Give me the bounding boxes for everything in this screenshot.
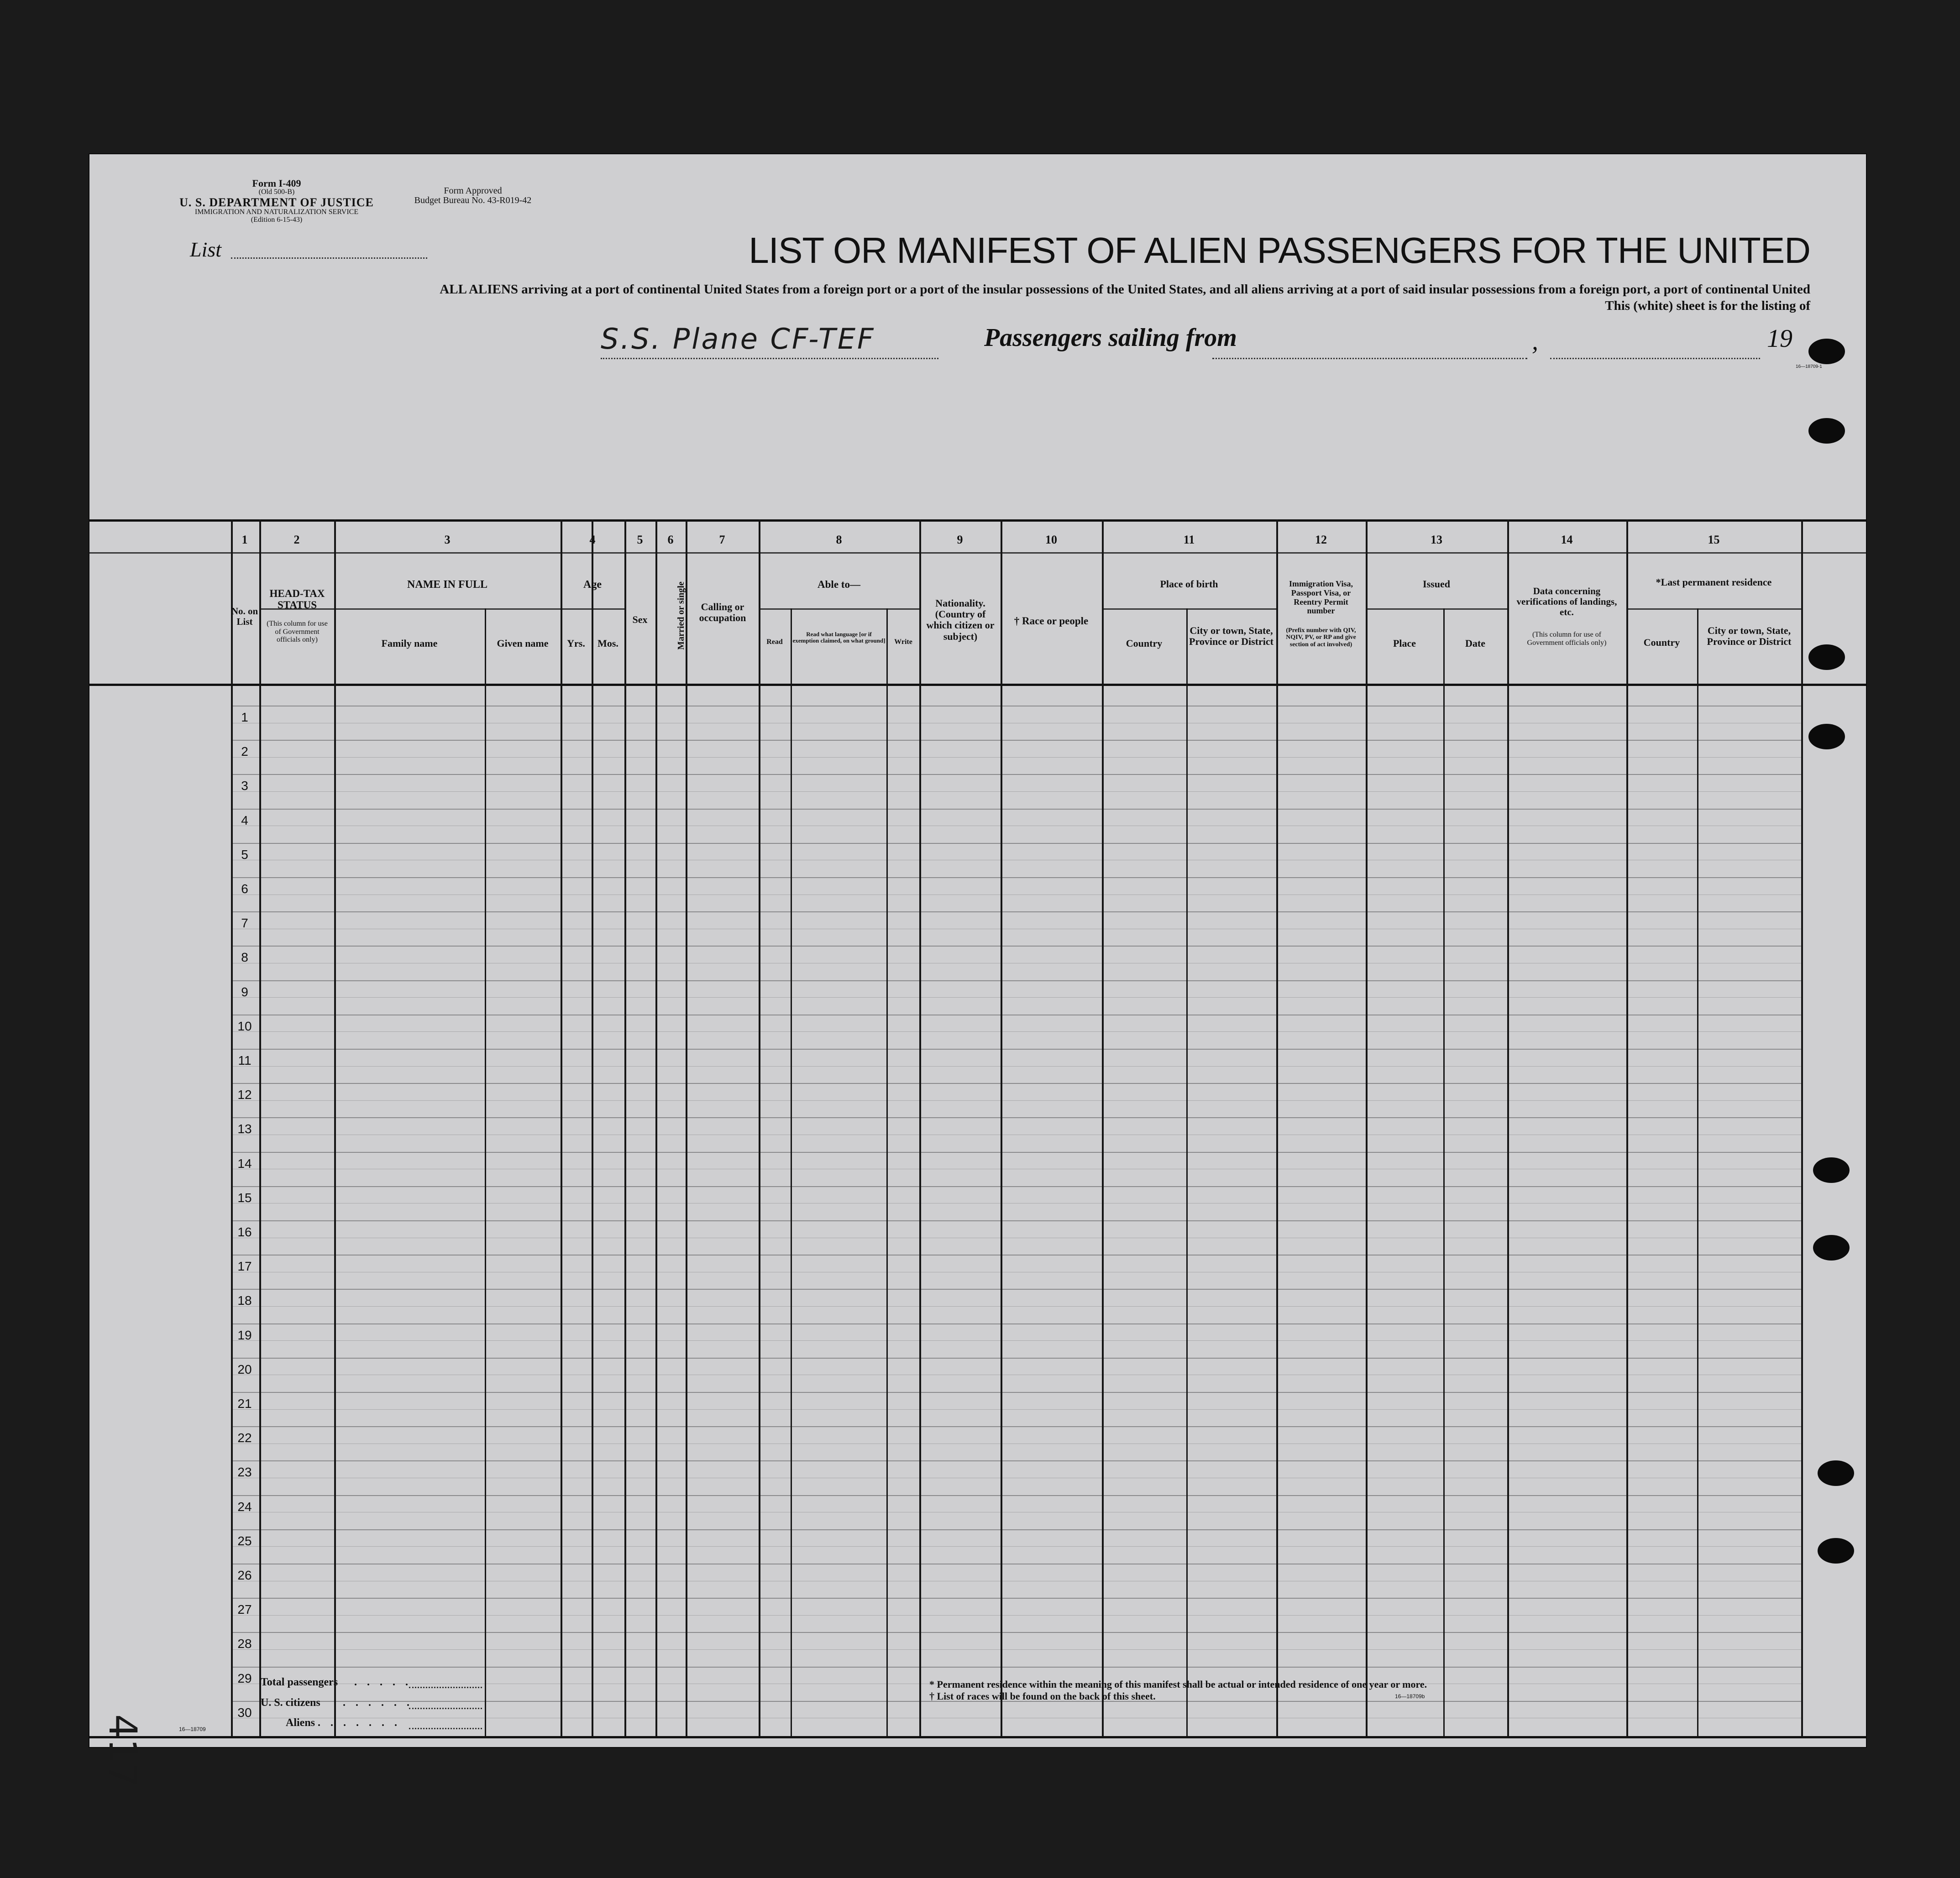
issued-date-header: Date [1465,638,1485,649]
row-subrule [231,1546,1801,1547]
married-single-header: Married or single [676,581,686,650]
row-number: 15 [237,1190,252,1205]
row-rule [231,1049,1801,1050]
row-rule [231,911,1801,912]
row-subrule [231,791,1801,792]
row-rule [231,1220,1801,1221]
row-number: 14 [237,1156,252,1171]
col-num-14: 14 [1561,533,1573,546]
total-passengers-label: Total passengers [261,1676,338,1688]
row-number: 10 [237,1019,252,1033]
table-bottom-rule [89,1736,1866,1738]
column-rule [334,519,336,1736]
row-number: 27 [237,1602,252,1617]
column-subrule [1697,608,1698,1736]
edition: (Edition 6-15-43) [251,215,303,224]
no-on-list-header: No. on List [231,606,258,628]
place-of-birth-header: Place of birth [1160,578,1218,590]
column-subrule [1186,608,1188,1736]
aliens-line[interactable] [409,1728,482,1729]
row-rule [231,1667,1801,1668]
old-number: (Old 500-B) [258,188,295,196]
col-num-12: 12 [1315,533,1327,546]
column-rule [655,519,657,1736]
sailing-comma: , [1532,327,1538,356]
row-number: 26 [237,1568,252,1582]
row-number: 5 [241,847,248,862]
read-header: Read [766,638,783,646]
column-rule [759,519,760,1736]
col-number-rule [89,552,1866,554]
row-number: 6 [241,882,248,896]
issued-subrule [1366,608,1507,610]
subtitle-line-2: This (white) sheet is for the listing of [1605,298,1810,314]
punch-hole [1808,644,1845,670]
row-subrule [231,1306,1801,1307]
col-num-2: 2 [293,533,300,546]
data-concerning-header: Data concerning verifications of landings, etc. [1516,586,1617,618]
row-number: 25 [237,1533,252,1548]
form-id-block [167,178,386,224]
row-rule [231,774,1801,775]
row-rule [231,1323,1801,1324]
nationality-header: Nationality. (Country of which citizen or subject) [926,597,995,642]
page-title: LIST OR MANIFEST OF ALIEN PASSENGERS FOR THE UNITED [749,230,1810,271]
row-number: 28 [237,1637,252,1651]
name-in-full-header: NAME IN FULL [407,579,487,591]
row-rule [231,877,1801,878]
row-rule [231,980,1801,981]
row-rule [231,1083,1801,1084]
row-subrule [231,997,1801,998]
mos-header: Mos. [597,638,618,649]
col-num-4: 4 [589,533,596,546]
total-passengers-line[interactable] [409,1687,482,1688]
bottom-code: 16—18709 [179,1726,206,1732]
ship-name-handwritten: S.S. Plane CF-TEF [601,322,875,356]
row-number: 21 [237,1397,252,1411]
row-rule [231,1289,1801,1290]
row-subrule [231,1031,1801,1032]
footnote-code: 16—18709b [1395,1693,1425,1700]
us-citizens-line[interactable] [409,1708,482,1709]
row-subrule [231,757,1801,758]
row-number: 16 [237,1225,252,1239]
residence-footnote: * Permanent residence within the meaning of this manifest shall be actual or intended residence of one year or more. [929,1679,1427,1690]
top-rule [89,519,1866,522]
service: IMMIGRATION AND NATURALIZATION SERVICE [194,208,359,216]
row-rule [231,1632,1801,1633]
col-num-8: 8 [836,533,842,546]
sailing-from-label: Passengers sailing from [984,324,1237,352]
col-num-15: 15 [1708,533,1720,546]
row-number: 4 [241,813,248,827]
row-rule [231,1392,1801,1393]
residence-city-header: City or town, State, Province or District [1707,625,1792,648]
subtitle-line-1: ALL ALIENS arriving at a port of continental United States from a foreign port or a port of the insular possessions of the United States, and all aliens arriving at a port of said insular possessions from a foreign port, a port of continental United [440,282,1810,297]
punch-hole [1818,1538,1854,1564]
row-number: 3 [241,779,248,793]
row-subrule [231,1340,1801,1341]
col-num-5: 5 [637,533,643,546]
row-rule [231,740,1801,741]
header-bottom-rule [89,684,1866,686]
column-subrule [886,608,888,1736]
given-name-header: Given name [497,638,549,649]
column-rule [1001,519,1002,1736]
row-number: 11 [238,1053,252,1067]
calling-header: Calling or occupation [699,601,746,624]
race-header: † Race or people [1014,615,1089,627]
family-name-header: Family name [381,638,438,649]
row-subrule [231,1649,1801,1650]
column-rule [1366,519,1368,1736]
column-rule [919,519,921,1736]
punch-hole [1808,339,1845,364]
yrs-header: Yrs. [567,638,585,649]
row-rule [231,1358,1801,1359]
row-rule [231,946,1801,947]
approval-block [400,186,546,205]
col-num-9: 9 [957,533,963,546]
row-number: 22 [237,1431,252,1445]
head-tax-header: HEAD-TAX STATUS [269,588,325,611]
col-num-7: 7 [719,533,725,546]
row-rule [231,1426,1801,1427]
total-passengers-dots: . . . . . [354,1676,412,1688]
row-number: 7 [241,916,248,931]
issued-place-header: Place [1393,638,1416,649]
form-number: Form I-409 [252,178,301,189]
us-citizens-dots: . . . . . . [343,1697,413,1709]
punch-hole [1813,1235,1850,1261]
read-language-header: Read what language [or if exemption claimed, on what ground] [792,631,886,644]
row-number: 30 [237,1705,252,1720]
column-subrule [791,608,792,1736]
budget-bureau: Budget Bureau No. 43-R019-42 [414,195,532,205]
manifest-sheet [89,154,1866,1788]
punch-hole [1808,724,1845,749]
list-label: List [190,238,222,261]
row-rule [231,1152,1801,1153]
row-number: 1 [241,710,248,724]
row-rule [231,1117,1801,1118]
column-rule [1626,519,1628,1736]
row-rule [231,843,1801,844]
row-number: 20 [237,1362,252,1376]
col-num-10: 10 [1045,533,1057,546]
punch-hole [1813,1157,1850,1183]
us-citizens-label: U. S. citizens [261,1697,320,1709]
write-header: Write [894,638,912,646]
row-number: 17 [237,1259,252,1274]
ship-row [601,322,1860,363]
row-number: 29 [237,1671,252,1685]
sailing-port-line[interactable] [1212,358,1527,359]
manifest-table [89,364,1866,1784]
list-blank-line[interactable] [231,257,427,259]
last-residence-header: *Last permanent residence [1656,576,1772,588]
column-subrule [485,608,486,1736]
aliens-label: Aliens [286,1717,315,1729]
head-tax-note: (This column for use of Government officials only) [267,620,328,644]
age-header: Age [583,579,602,591]
row-number: 2 [241,744,248,759]
column-rule [1276,519,1278,1736]
row-subrule [231,1615,1801,1616]
ship-name-line[interactable] [601,358,938,359]
column-rule [624,519,626,1736]
birth-country-header: Country [1126,638,1163,649]
birth-city-header: City or town, State, Province or District [1189,625,1273,648]
row-number: 24 [237,1499,252,1514]
column-rule [592,519,593,1736]
row-number: 23 [237,1465,252,1480]
row-number: 8 [241,950,248,965]
punch-hole [1818,1460,1854,1486]
subtitle [272,281,1810,314]
col-num-11: 11 [1183,533,1195,546]
row-subrule [231,1066,1801,1067]
row-rule [231,809,1801,810]
column-rule [1507,519,1509,1736]
column-rule [686,519,687,1736]
row-rule [231,1460,1801,1461]
row-number: 12 [237,1088,252,1102]
column-rule [1102,519,1104,1736]
year-prefix: 19 [1767,324,1792,353]
col-num-13: 13 [1431,533,1442,546]
row-subrule [231,1409,1801,1410]
row-number: 13 [237,1122,252,1136]
residence-subrule [1626,608,1801,610]
col-num-3: 3 [444,533,451,546]
sex-header: Sex [632,614,648,625]
row-subrule [231,1100,1801,1101]
column-rule [1801,519,1803,1736]
row-number: 19 [237,1328,252,1342]
corner-code: 16—18709-1 [1796,364,1822,369]
col-num-6: 6 [667,533,674,546]
issued-header: Issued [1423,578,1450,590]
department: U. S. DEPARTMENT OF JUSTICE [179,195,374,209]
form-approved: Form Approved [444,186,502,196]
column-subrule [1443,608,1445,1736]
punch-hole [1808,418,1845,444]
able-to-header: Able to— [818,579,860,590]
aliens-dots: . . . . . . . [318,1717,401,1729]
visa-note: (Prefix number with QIV, NQIV, PV, or RP and give section of act involved) [1286,627,1356,648]
row-rule [231,1598,1801,1599]
birth-subrule [1102,608,1276,610]
row-rule [231,1186,1801,1187]
row-rule [231,1529,1801,1530]
visa-header: Immigration Visa, Passport Visa, or Reentry Permit number [1289,579,1353,616]
row-number: 9 [241,984,248,999]
col-num-1: 1 [241,533,248,546]
able-subrule [759,608,919,610]
data-concerning-note: (This column for use of Government officials only) [1527,631,1607,647]
race-footnote: † List of races will be found on the back of this sheet. [929,1690,1156,1702]
sailing-date-line[interactable] [1550,358,1760,359]
row-number: 18 [237,1293,252,1308]
row-rule [231,1495,1801,1496]
handwritten-page-number: 417 [100,1714,145,1788]
column-rule [561,519,562,1736]
residence-country-header: Country [1643,637,1680,648]
